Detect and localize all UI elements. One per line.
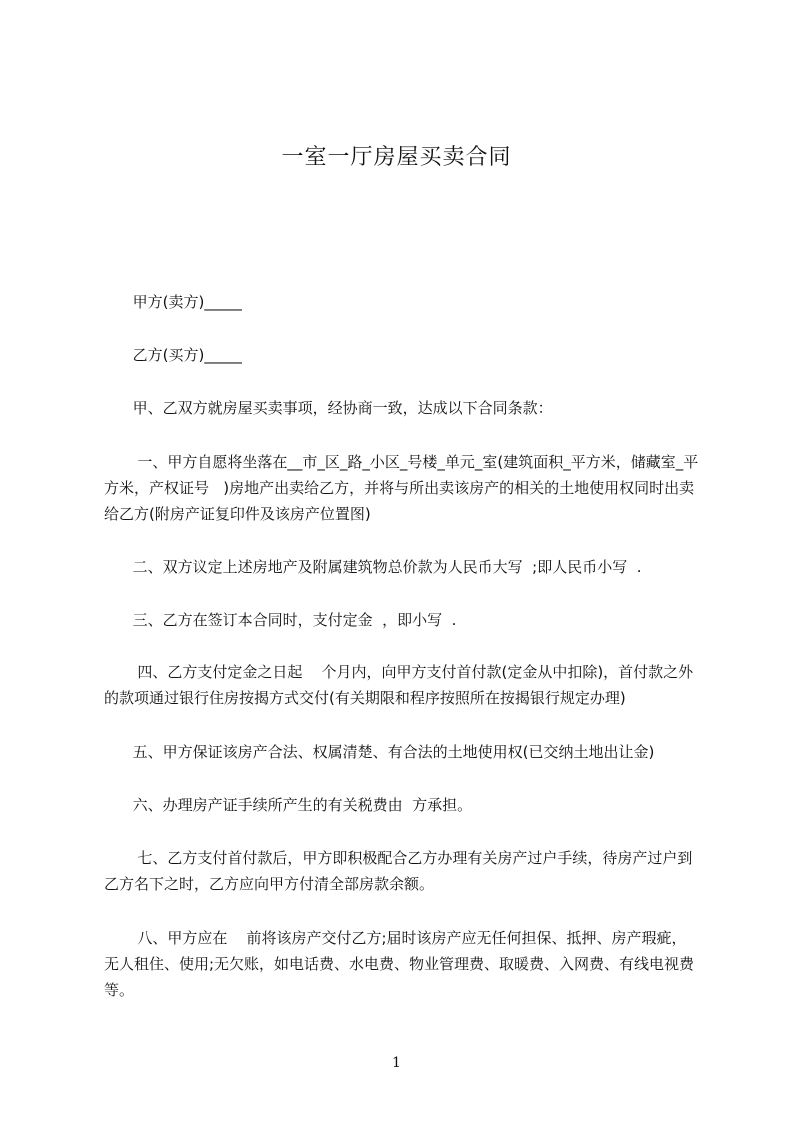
party-b-line: 乙方(买方)_____	[104, 346, 242, 364]
clause-5: 五、甲方保证该房产合法、权属清楚、有合法的土地使用权(已交纳土地出让金)	[104, 743, 655, 761]
clause-7: 七、乙方支付首付款后，甲方即积极配合乙方办理有关房产过户手续，待房产过户到乙方名下之时，乙方应向甲方付清全部房款余额。	[104, 849, 693, 893]
page-number: 1	[392, 1055, 401, 1071]
clause-3: 三、乙方在签订本合同时，支付定金 ，即小写 .	[104, 611, 457, 629]
contract-title: 一室一厅房屋买卖合同	[281, 145, 512, 170]
party-a-line: 甲方(卖方)_____	[104, 293, 242, 311]
clause-4: 四、乙方支付定金之日起 个月内，向甲方支付首付款(定金从中扣除)，首付款之外的款项通过银行住房按揭方式交付(有关期限和程序按照所在按揭银行规定办理)	[104, 663, 694, 707]
clause-1: 一、甲方自愿将坐落在__市_区_路_小区_号楼_单元_室(建筑面积_平方米，储藏室_平方米，产权证号 )房地产出卖给乙方，并将与所出卖该房产的相关的土地使用权同时出卖给乙方(附房产证复印件及该房产位置图)	[104, 453, 699, 523]
clause-6: 六、办理房产证手续所产生的有关税费由 方承担。	[104, 796, 473, 814]
clause-8: 八、甲方应在 前将该房产交付乙方;届时该房产应无任何担保、抵押、房产瑕疵，无人租住、使用;无欠账，如电话费、水电费、物业管理费、取暖费、入网费、有线电视费等。	[104, 929, 695, 999]
agreement-intro: 甲、乙双方就房屋买卖事项，经协商一致，达成以下合同条款：	[104, 399, 553, 417]
clause-2: 二、双方议定上述房地产及附属建筑物总价款为人民币大写 ;即人民币小写 .	[104, 558, 642, 576]
